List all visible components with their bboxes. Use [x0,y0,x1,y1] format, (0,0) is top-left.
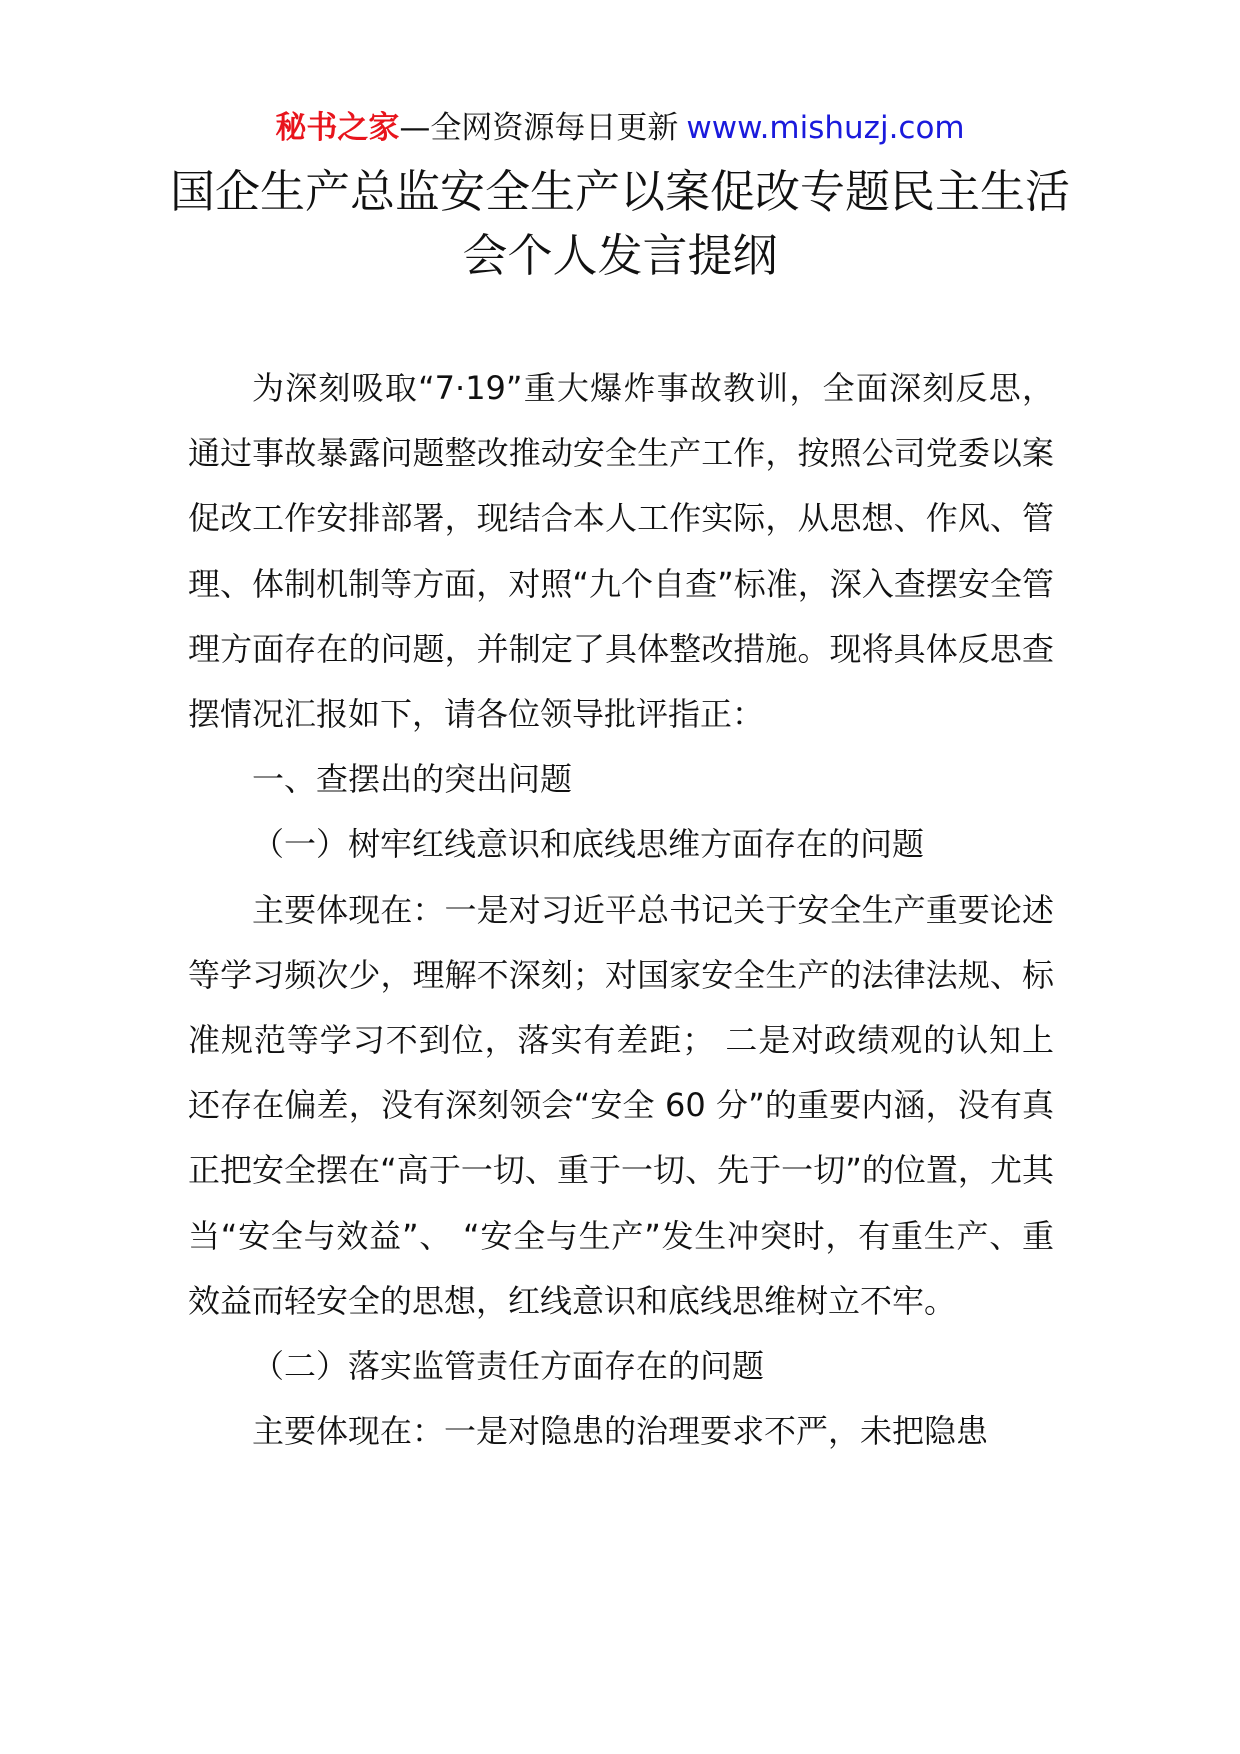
site-header [0,106,1240,150]
body-paragraph-2: 主要体现在：一是对隐患的治理要求不严，未把隐患 [252,1412,989,1451]
section-heading-1: 一、查摆出的突出问题 [252,760,573,799]
document-title: 国企生产总监安全生产以案促改专题民主生活会个人发言提纲 [169,165,1070,282]
site-url-link[interactable]: www.mishuzj.com [686,110,965,146]
body-paragraph-1: 主要体现在：一是对习近平总书记关于安全生产重要论述等学习频次少，理解不深刻；对国家安全生产的法律法规、标准规范等学习不到位，落实有差距； 二是对政绩观的认知上还存在偏差，没有深刻领会“安全 60 分”的重要内涵，没有真正把安全摆在“高于一切、重于一切、先于一切”的位置，尤其当“安全与效益”、 “安全与生产”发生冲突时，有重生产、重效益而轻安全的思想，红线意识和底线思维树立不牢。 [188,890,1054,1320]
site-brand: 秘书之家 [275,110,400,146]
document-body [188,356,1054,1464]
intro-paragraph: 为深刻吸取“7·19”重大爆炸事故教训，全面深刻反思，通过事故暴露问题整改推动安全生产工作，按照公司党委以案促改工作安排部署，现结合本人工作实际，从思想、作风、管理、体制机制等方面，对照“九个自查”标准，深入查摆安全管理方面存在的问题，并制定了具体整改措施。现将具体反思查摆情况汇报如下，请各位领导批评指正： [188,369,1054,734]
subsection-heading-1: （一）树牢红线意识和底线思维方面存在的问题 [252,825,925,864]
site-tagline: —全网资源每日更新 [399,110,679,146]
subsection-heading-2: （二）落实监管责任方面存在的问题 [252,1347,765,1386]
